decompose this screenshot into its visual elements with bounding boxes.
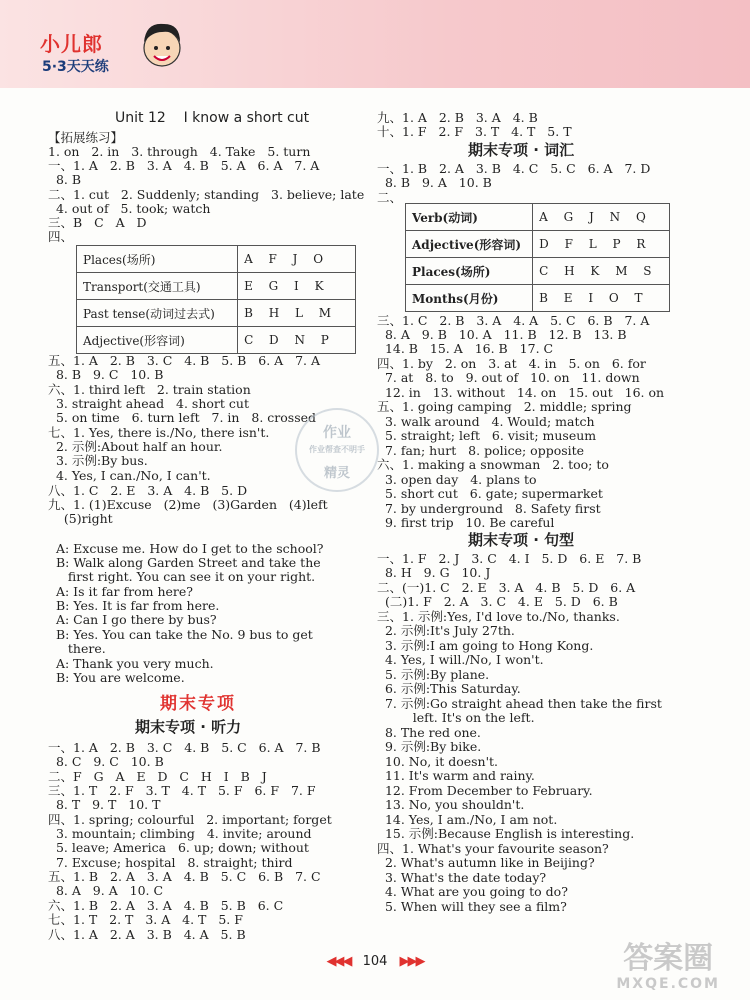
answer-table xyxy=(76,245,356,354)
answer-line: 一、1. A 2. B 3. A 4. B 5. A 6. A 7. A xyxy=(48,158,320,173)
answer-line: 3. 示例:I am going to Hong Kong. xyxy=(377,638,594,653)
answer-line: 一、1. A 2. B 3. C 4. B 5. C 6. A 7. B xyxy=(48,740,321,755)
answer-line: 5. straight; left 6. visit; museum xyxy=(377,428,597,443)
answer-line: 13. No, you shouldn't. xyxy=(377,797,525,812)
answer-line: 六、1. making a snowman 2. too; to xyxy=(377,457,609,472)
answer-line: (二)1. F 2. A 3. C 4. E 5. D 6. B xyxy=(377,594,618,609)
section-title-red: 期末专项 xyxy=(160,694,236,714)
table-row xyxy=(406,231,670,258)
answer-line: 七、1. Yes, there is./No, there isn't. xyxy=(48,425,270,440)
answer-line: 三、1. C 2. B 3. A 4. A 5. C 6. B 7. A xyxy=(377,313,650,328)
answer-line: 4. Yes, I will./No, I won't. xyxy=(377,652,544,667)
answer-line: 5. When will they see a film? xyxy=(377,899,567,914)
answer-line: 8. T 9. T 10. T xyxy=(48,797,161,812)
next-arrows-icon: ▶▶▶ xyxy=(399,954,424,969)
table-row xyxy=(406,204,670,231)
dialog-line: B: Yes. It is far from here. xyxy=(48,598,220,613)
table-cell-key: Adjective(形容词) xyxy=(77,327,238,354)
unit-title: Unit 12 I know a short cut xyxy=(115,110,310,126)
table-row xyxy=(406,258,670,285)
answer-line: 九、1. (1)Excuse (2)me (3)Garden (4)left xyxy=(48,497,328,512)
answer-line: 五、1. B 2. A 3. A 4. B 5. C 6. B 7. C xyxy=(48,869,321,884)
answer-line: 8. H 9. G 10. J xyxy=(377,565,491,580)
answer-line: 7. Excuse; hospital 8. straight; third xyxy=(48,855,293,870)
answer-line: 3. straight ahead 4. short cut xyxy=(48,396,249,411)
answer-line: 8. A 9. A 10. C xyxy=(48,883,164,898)
answer-line: 8. B xyxy=(48,172,82,187)
answer-line: 15. 示例:Because English is interesting. xyxy=(377,826,635,841)
table-cell-value: E G I K xyxy=(238,273,356,300)
answer-line: 14. Yes, I am./No, I am not. xyxy=(377,812,558,827)
table-row xyxy=(77,273,356,300)
table-cell-value: C H K M S xyxy=(533,258,670,285)
answer-line: 11. It's warm and rainy. xyxy=(377,768,535,783)
dialog-line: A: Excuse me. How do I get to the school? xyxy=(48,541,324,556)
answer-line: 9. 示例:By bike. xyxy=(377,739,482,754)
answer-line: 5. 示例:By plane. xyxy=(377,667,490,682)
answer-line: 5. on time 6. turn left 7. in 8. crossed xyxy=(48,410,317,425)
answer-line: 3. 示例:By bus. xyxy=(48,453,148,468)
answer-line: 五、1. A 2. B 3. C 4. B 5. B 6. A 7. A xyxy=(48,353,321,368)
watermark-logo xyxy=(616,942,720,992)
dialog-line: A: Can I go there by bus? xyxy=(48,612,217,627)
table-row xyxy=(406,285,670,312)
answer-line: 2. 示例:It's July 27th. xyxy=(377,623,515,638)
answer-line: 3. What's the date today? xyxy=(377,870,547,885)
answer-line: 九、1. A 2. B 3. A 4. B xyxy=(377,110,538,125)
answer-line: 9. first trip 10. Be careful xyxy=(377,515,555,530)
dialog-line: A: Is it far from here? xyxy=(48,584,193,599)
table-cell-value: B E I O T xyxy=(533,285,670,312)
answer-line: 三、1. T 2. F 3. T 4. T 5. F 6. F 7. F xyxy=(48,783,316,798)
answer-line: 7. at 8. to 9. out of 10. on 11. down xyxy=(377,370,640,385)
answer-line: 二、(一)1. C 2. E 3. A 4. B 5. D 6. A xyxy=(377,580,636,595)
logo-title: 小儿郎 xyxy=(40,32,103,56)
table-cell-key: Transport(交通工具) xyxy=(77,273,238,300)
answer-line: 8. A 9. B 10. A 11. B 12. B 13. B xyxy=(377,327,627,342)
answer-line: 四、1. by 2. on 3. at 4. in 5. on 6. for xyxy=(377,356,646,371)
answer-line: 8. The red one. xyxy=(377,725,481,740)
answer-line: 六、1. third left 2. train station xyxy=(48,382,251,397)
stamp-seal xyxy=(295,408,379,492)
logo-subtitle: 5·3天天练 xyxy=(42,59,109,75)
section-title: 期末专项 · 句型 xyxy=(468,531,575,549)
answer-line: 二、1. cut 2. Suddenly; standing 3. believe; late xyxy=(48,187,365,202)
section-label: 【拓展练习】 xyxy=(48,130,124,145)
answer-line: 八、1. C 2. E 3. A 4. B 5. D xyxy=(48,483,248,498)
answer-line: 4. out of 5. took; watch xyxy=(48,201,211,216)
table-cell-key: Places(场所) xyxy=(77,246,238,273)
answer-line: 一、1. B 2. A 3. B 4. C 5. C 6. A 7. D xyxy=(377,161,651,176)
answer-line: left. It's on the left. xyxy=(377,710,535,725)
answer-line: 8. B 9. A 10. B xyxy=(377,175,492,190)
stamp-ring-text: 作业帮查不明手 xyxy=(309,445,365,454)
answer-line: 4. Yes, I can./No, I can't. xyxy=(48,468,211,483)
dialog-line: first right. You can see it on your right. xyxy=(48,569,316,584)
section-title: 期末专项 · 词汇 xyxy=(468,141,575,159)
answer-line: 四、1. spring; colourful 2. important; forget xyxy=(48,812,332,827)
table-cell-key: Places(场所) xyxy=(406,258,533,285)
answer-line: 三、B C A D xyxy=(48,215,147,230)
dialog-line: B: You are welcome. xyxy=(48,670,185,685)
answer-line: 八、1. A 2. A 3. B 4. A 5. B xyxy=(48,927,246,942)
table-cell-key: Past tense(动词过去式) xyxy=(77,300,238,327)
stamp-top-text: 作业 xyxy=(323,425,351,441)
answer-line: 2. What's autumn like in Beijing? xyxy=(377,855,595,870)
answer-line: 2. 示例:About half an hour. xyxy=(48,439,223,454)
answer-line: 十、1. F 2. F 3. T 4. T 5. T xyxy=(377,124,572,139)
answer-line: 3. open day 4. plans to xyxy=(377,472,537,487)
answer-line: 14. B 15. A 16. B 17. C xyxy=(377,341,554,356)
table-cell-value: C D N P xyxy=(238,327,356,354)
answer-line: 7. by underground 8. Safety first xyxy=(377,501,601,516)
answer-line: 四、1. What's your favourite season? xyxy=(377,841,609,856)
table-cell-value: A F J O xyxy=(238,246,356,273)
answer-line: 二、F G A E D C H I B J xyxy=(48,769,267,784)
dialog-line: B: Walk along Garden Street and take the xyxy=(48,555,321,570)
table-row xyxy=(77,246,356,273)
answer-line: 8. B 9. C 10. B xyxy=(48,367,164,382)
answer-line: 3. mountain; climbing 4. invite; around xyxy=(48,826,312,841)
answer-line: 3. walk around 4. Would; match xyxy=(377,414,595,429)
table-cell-value: A G J N Q xyxy=(533,204,670,231)
answer-table xyxy=(405,203,670,312)
dialog-line: B: Yes. You can take the No. 9 bus to get xyxy=(48,627,313,642)
dialog-line: A: Thank you very much. xyxy=(48,656,214,671)
table-cell-value: B H L M xyxy=(238,300,356,327)
watermark-title: 答案圈 xyxy=(623,941,714,976)
answer-line: 6. 示例:This Saturday. xyxy=(377,681,521,696)
answer-line: 二、 xyxy=(377,190,403,205)
answer-line: 五、1. going camping 2. middle; spring xyxy=(377,399,632,414)
answer-line: 7. 示例:Go straight ahead then take the first xyxy=(377,696,662,711)
answer-line: 8. C 9. C 10. B xyxy=(48,754,164,769)
answer-line: 12. From December to February. xyxy=(377,783,593,798)
table-row xyxy=(77,327,356,354)
table-row xyxy=(77,300,356,327)
answer-line: (5)right xyxy=(48,511,113,526)
stamp-bottom-text: 精灵 xyxy=(323,466,350,481)
mascot-face-icon xyxy=(136,14,188,78)
answer-line: 三、1. 示例:Yes, I'd love to./No, thanks. xyxy=(377,609,620,624)
answer-line: 12. in 13. without 14. on 15. out 16. on xyxy=(377,385,665,400)
prev-arrows-icon: ◀◀◀ xyxy=(326,954,351,969)
table-cell-value: D F L P R xyxy=(533,231,670,258)
answer-line: 一、1. F 2. J 3. C 4. I 5. D 6. E 7. B xyxy=(377,551,642,566)
table-cell-key: Verb(动词) xyxy=(406,204,533,231)
answer-line: 四、 xyxy=(48,229,74,244)
answer-line: 10. No, it doesn't. xyxy=(377,754,499,769)
table-cell-key: Months(月份) xyxy=(406,285,533,312)
page-number: 104 xyxy=(362,954,388,969)
table-cell-key: Adjective(形容词) xyxy=(406,231,533,258)
watermark-url: MXQE.COM xyxy=(616,976,720,992)
answer-line: 5. short cut 6. gate; supermarket xyxy=(377,486,603,501)
answer-line: 1. on 2. in 3. through 4. Take 5. turn xyxy=(48,144,311,159)
answer-line: 六、1. B 2. A 3. A 4. B 5. B 6. C xyxy=(48,898,284,913)
answer-line: 5. leave; America 6. up; down; without xyxy=(48,840,309,855)
section-title: 期末专项 · 听力 xyxy=(135,718,242,736)
answer-line: 4. What are you going to do? xyxy=(377,884,568,899)
dialog-line: there. xyxy=(48,641,106,656)
answer-line: 七、1. T 2. T 3. A 4. T 5. F xyxy=(48,912,243,927)
brand-logo xyxy=(40,22,128,82)
answer-line: 7. fan; hurt 8. police; opposite xyxy=(377,443,585,458)
